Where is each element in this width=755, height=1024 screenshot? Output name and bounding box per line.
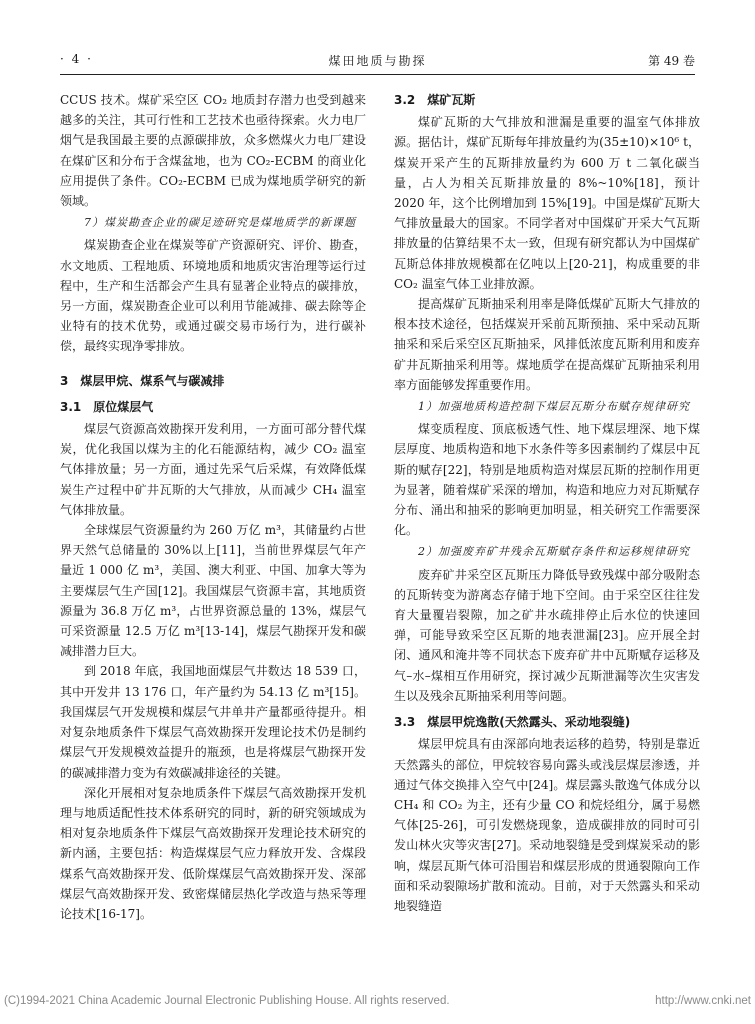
paragraph-3-1-b: 全球煤层气资源量约为 260 万亿 m³，其储量约占世界天然气总储量的 30%以上[11]，当前世界煤层气年产量近 1 000 亿 m³，美国、澳大利亚、中国、加拿大等为主要煤层气生产国[12]。我国煤层气资源丰富，其地质资源量为 36.8 万亿 m³，占世界资源总量的 13%，煤层气可采资源量 12.5 万亿 m³[13-14]，煤层气勘探开发和碳减排潜力巨大。 bbox=[60, 523, 366, 659]
paragraph-3-2-d: 废弃矿井采空区瓦斯压力降低导致残煤中部分吸附态的瓦斯转变为游离态存储于地下空间。由于采空区往往发育大量覆岩裂隙，加之矿井水疏排停止后水位的快速回弹，可能导致采空区瓦斯的地表泄漏[23]。应开展全封闭、通风和淹井等不同状态下废弃矿井中瓦斯赋存运移及气–水–煤相互作用研究，探讨减少瓦斯泄漏等次生灾害发生以及残余瓦斯抽采利用等问题。 bbox=[394, 567, 700, 703]
section-3-2-heading: 3.2 煤矿瓦斯 bbox=[394, 93, 476, 107]
volume-label: 第 49 卷 bbox=[648, 54, 695, 68]
paragraph-ccus: CCUS 技术。煤矿采空区 CO₂ 地质封存潜力也受到越来越多的关注，其可行性和工艺技术也亟待探索。火力电厂烟气是我国最主要的点源碳排放，众多燃煤火力电厂建设在煤矿区和分布于含煤盆地，也为 CO₂-ECBM 的商业化应用提供了条件。CO₂-ECBM 已成为煤地质学研究的新领域。 bbox=[60, 93, 366, 209]
section-3-heading: 3 煤层甲烷、煤系气与碳减排 bbox=[60, 373, 225, 388]
copyright-text: (C)1994-2021 China Academic Journal Electronic Publishing House. All rights reserved. bbox=[4, 995, 450, 1007]
cnki-url[interactable]: http://www.cnki.net bbox=[655, 995, 751, 1007]
list-item-1: 1）加强地质构造控制下煤层瓦斯分布赋存规律研究 bbox=[418, 400, 690, 414]
paragraph-3-3-a: 煤层甲烷具有由深部向地表运移的趋势，特别是靠近天然露头的部位，甲烷较容易向露头或浅层煤层渗透，并通过气体交换排入空气中[24]。煤层露头散逸气体成分以 CH₄ 和 CO₂ 为主，还有少量 CO 和烷烃组分，属于易燃气体[25-26]，可引发燃烧现象，造成碳排放的同时可引发山林火灾等灾害[27]。采动地裂缝是受到煤炭采动的影响，煤层瓦斯气体可沿围岩和煤层形成的贯通裂隙向工作面和采动裂隙场扩散和流动。目前，对于天然露头和采动地裂缝造 bbox=[394, 737, 700, 913]
page-header bbox=[60, 52, 695, 75]
right-column bbox=[394, 90, 700, 916]
paragraph-enterprise: 煤炭勘查企业在煤炭等矿产资源研究、评价、勘查，水文地质、工程地质、环境地质和地质灾害治理等运行过程中，生产和生活都会产生具有显著企业特点的碳排放，另一方面，煤炭勘查企业可以利用节能减排、碳去除等企业特有的技术优势，或通过碳交易市场行为，进行碳补偿，最终实现净零排放。 bbox=[60, 238, 366, 354]
paragraph-3-1-d: 深化开展相对复杂地质条件下煤层气高效勘探开发机理与地质适配性技术体系研究的同时，新的研究领域成为相对复杂地质条件下煤层气高效勘探开发理论技术研究的新内涵，主要包括：构造煤煤层气应力释放开发、含煤段煤系气高效勘探开发、低阶煤煤层气高效勘探开发、深部煤层气高效勘探开发、致密煤储层热化学改造与热采等理论技术[16-17]。 bbox=[60, 785, 366, 921]
paragraph-3-2-a: 煤矿瓦斯的大气排放和泄漏是重要的温室气体排放源。据估计，煤矿瓦斯每年排放量约为(35±10)×10⁶ t，煤炭开采产生的瓦斯排放量约为 600 万 t 二氧化碳当量，占人为相关瓦斯排放量的 8%~10%[18]，预计 2020 年，这个比例增加到 15%[19]。中国是煤矿瓦斯大气排放量最大的国家。不同学者对中国煤矿开采大气瓦斯排放量的估算结果不太一致，但现有研究都认为中国煤矿瓦斯总体排放规模都在亿吨以上[20-21]，构成重要的非 CO₂ 温室气体工业排放源。 bbox=[394, 115, 700, 291]
paragraph-3-1-c: 到 2018 年底，我国地面煤层气井数达 18 539 口，其中开发井 13 176 口，年产量约为 54.13 亿 m³[15]。我国煤层气开发规模和煤层气井单井产量都亟待提升。相对复杂地质条件下煤层气高效勘探开发理论技术仍是制约煤层气开发规模效益提升的瓶颈，也是将煤层气勘探开发的碳减排潜力变为有效碳减排途径的关键。 bbox=[60, 664, 366, 780]
page-number: · 4 · bbox=[60, 52, 93, 66]
list-item-2: 2）加强废弃矿井残余瓦斯赋存条件和运移规律研究 bbox=[418, 545, 690, 559]
journal-title: 煤田地质与勘探 bbox=[328, 54, 427, 68]
paragraph-3-1-a: 煤层气资源高效勘探开发利用，一方面可部分替代煤炭，优化我国以煤为主的化石能源结构，减少 CO₂ 温室气体排放量；另一方面，通过先采气后采煤，有效降低煤炭生产过程中矿井瓦斯的大气排放，从而减少 CH₄ 温室气体排放量。 bbox=[60, 422, 366, 517]
paragraph-3-2-c: 煤变质程度、顶底板透气性、地下煤层埋深、地下煤层厚度、地质构造和地下水条件等多因素制约了煤层中瓦斯的赋存[22]，特别是地质构造对煤层瓦斯的控制作用更为显著，随着煤矿采深的增加，构造和地应力对瓦斯赋存分布、涌出和抽采的影响更加明显，相关研究工作需要深化。 bbox=[394, 422, 700, 538]
section-3-1-heading: 3.1 原位煤层气 bbox=[60, 399, 154, 414]
section-3-3-heading: 3.3 煤层甲烷逸散(天然露头、采动地裂缝) bbox=[394, 715, 631, 730]
copyright-footer bbox=[4, 995, 751, 1007]
left-column bbox=[60, 90, 366, 924]
paragraph-3-2-b: 提高煤矿瓦斯抽采利用率是降低煤矿瓦斯大气排放的根本技术途径，包括煤炭开采前瓦斯预抽、采中采动瓦斯抽采和采后采空区瓦斯抽采，风排低浓度瓦斯利用和废弃矿井瓦斯抽采利用等。煤地质学在提高煤矿瓦斯抽采利用率方面能够发挥重要作用。 bbox=[394, 297, 700, 392]
list-item-7: 7）煤炭勘查企业的碳足迹研究是煤地质学的新课题 bbox=[84, 216, 356, 230]
